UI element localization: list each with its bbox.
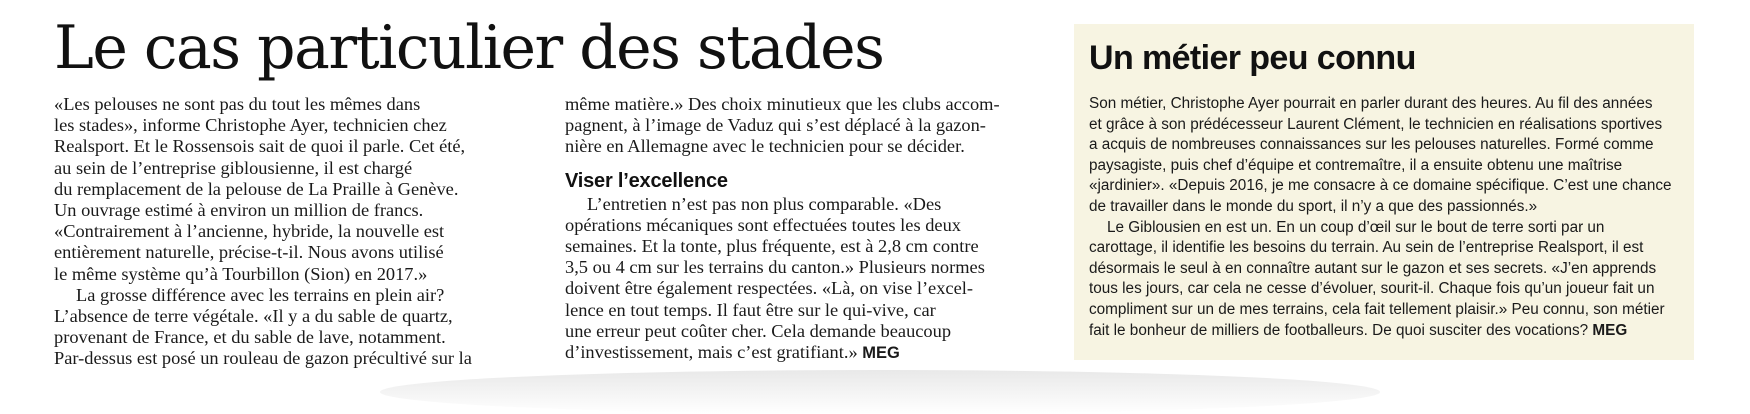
body-line: au sein de l’entreprise giblousienne, il est chargé — [54, 157, 413, 178]
body-line: une erreur peut coûter cher. Cela demande beaucoup — [565, 320, 952, 341]
sidebar-line: et grâce à son prédécesseur Laurent Clément, le technicien en réalisations sportives — [1089, 115, 1663, 133]
sidebar-line-last — [1089, 321, 1689, 342]
page-shadow — [380, 370, 1380, 414]
sidebar-line: a acquis de nombreuses connaissances sur les pelouses naturelles. Formé comme — [1089, 136, 1654, 154]
body-line: La grosse différence avec les terrains en plein air? — [76, 284, 445, 305]
body-line: Par-dessus est posé un rouleau de gazon précultivé sur la — [54, 348, 472, 369]
body-line: même matière.» Des choix minutieux que les clubs accom- — [565, 94, 1000, 114]
sidebar-line: «jardinier». «Depuis 2016, je me consacre à ce domaine spécifique. C’est une chance — [1089, 177, 1672, 195]
body-line: nière en Allemagne avec le technicien pour se décider. — [565, 136, 965, 157]
body-line: semaines. Et la tonte, plus fréquente, est à 2,8 cm contre — [565, 236, 979, 257]
body-line: L’entretien n’est pas non plus comparable. «Des — [587, 193, 942, 214]
body-line: le même système qu’à Tourbillon (Sion) en 2017.» — [54, 263, 428, 284]
body-line: 3,5 ou 4 cm sur les terrains du canton.» Plusieurs normes — [565, 257, 985, 278]
body-line-last — [565, 342, 1055, 364]
sidebar-line: compliment sur un de mes terrains, cela fait tellement plaisir.» Peu connu, son métier — [1089, 300, 1665, 318]
sidebar-line: tous les jours, car cela ne cesse d’évoluer, sourit-il. Chaque fois qu’un joueur fait un — [1089, 280, 1655, 298]
article-column-2 — [565, 94, 1055, 364]
article-title: Le cas particulier des stades — [54, 13, 884, 83]
body-line: pagnent, à l’image de Vaduz qui s’est déplacé à la gazon- — [565, 115, 986, 136]
sidebar-line-text: fait le bonheur de milliers de footballeurs. De quoi susciter des vocations? — [1089, 321, 1589, 339]
sidebar-box — [1074, 24, 1694, 360]
article-column-1 — [54, 94, 544, 370]
sidebar-line: de travailler dans le monde du sport, il n’y a que des passionnés.» — [1089, 197, 1538, 215]
sidebar-signature: MEG — [1592, 321, 1628, 339]
body-line: Un ouvrage estimé à environ un million de francs. — [54, 200, 424, 221]
author-signature: MEG — [862, 344, 900, 363]
sidebar-line: Le Giblousien en est un. En un coup d’œil sur le bout de terre sorti par un — [1107, 218, 1605, 236]
body-line: entièrement naturelle, précise-t-il. Nous avons utilisé — [54, 242, 444, 263]
sidebar-line: carottage, il identifie les besoins du terrain. Au sein de l’entreprise Realsport, il est — [1089, 239, 1644, 257]
body-line: lence en tout temps. Il faut être sur le qui-vive, car — [565, 299, 936, 320]
body-line: provenant de France, et du sable de lave, notamment. — [54, 327, 446, 348]
body-line: doivent être également respectées. «Là, on vise l’excel- — [565, 278, 973, 299]
sidebar-title: Un métier peu connu — [1089, 39, 1416, 77]
body-line: «Les pelouses ne sont pas du tout les mêmes dans — [54, 94, 421, 114]
sidebar-line: paysagiste, puis chef d’équipe et contremaître, il a ensuite obtenu une maîtrise — [1089, 156, 1623, 174]
body-line: les stades», informe Christophe Ayer, technicien chez — [54, 115, 447, 136]
sidebar-body — [1089, 94, 1689, 341]
body-line: Realsport. Et le Rossensois sait de quoi il parle. Cet été, — [54, 136, 466, 157]
body-line: L’absence de terre végétale. «Il y a du sable de quartz, — [54, 306, 453, 327]
sidebar-line: désormais le seul à en connaître autant sur le gazon et ses secrets. «J’en apprends — [1089, 259, 1657, 277]
body-line-text: d’investissement, mais c’est gratifiant.» — [565, 342, 858, 363]
body-line: opérations mécaniques sont effectuées toutes les deux — [565, 214, 961, 235]
body-line: du remplacement de la pelouse de La Praille à Genève. — [54, 178, 459, 199]
body-line: «Contrairement à l’ancienne, hybride, la nouvelle est — [54, 221, 445, 242]
sidebar-line: Son métier, Christophe Ayer pourrait en parler durant des heures. Au fil des années — [1089, 95, 1653, 112]
article-subheading: Viser l’excellence — [565, 169, 728, 192]
